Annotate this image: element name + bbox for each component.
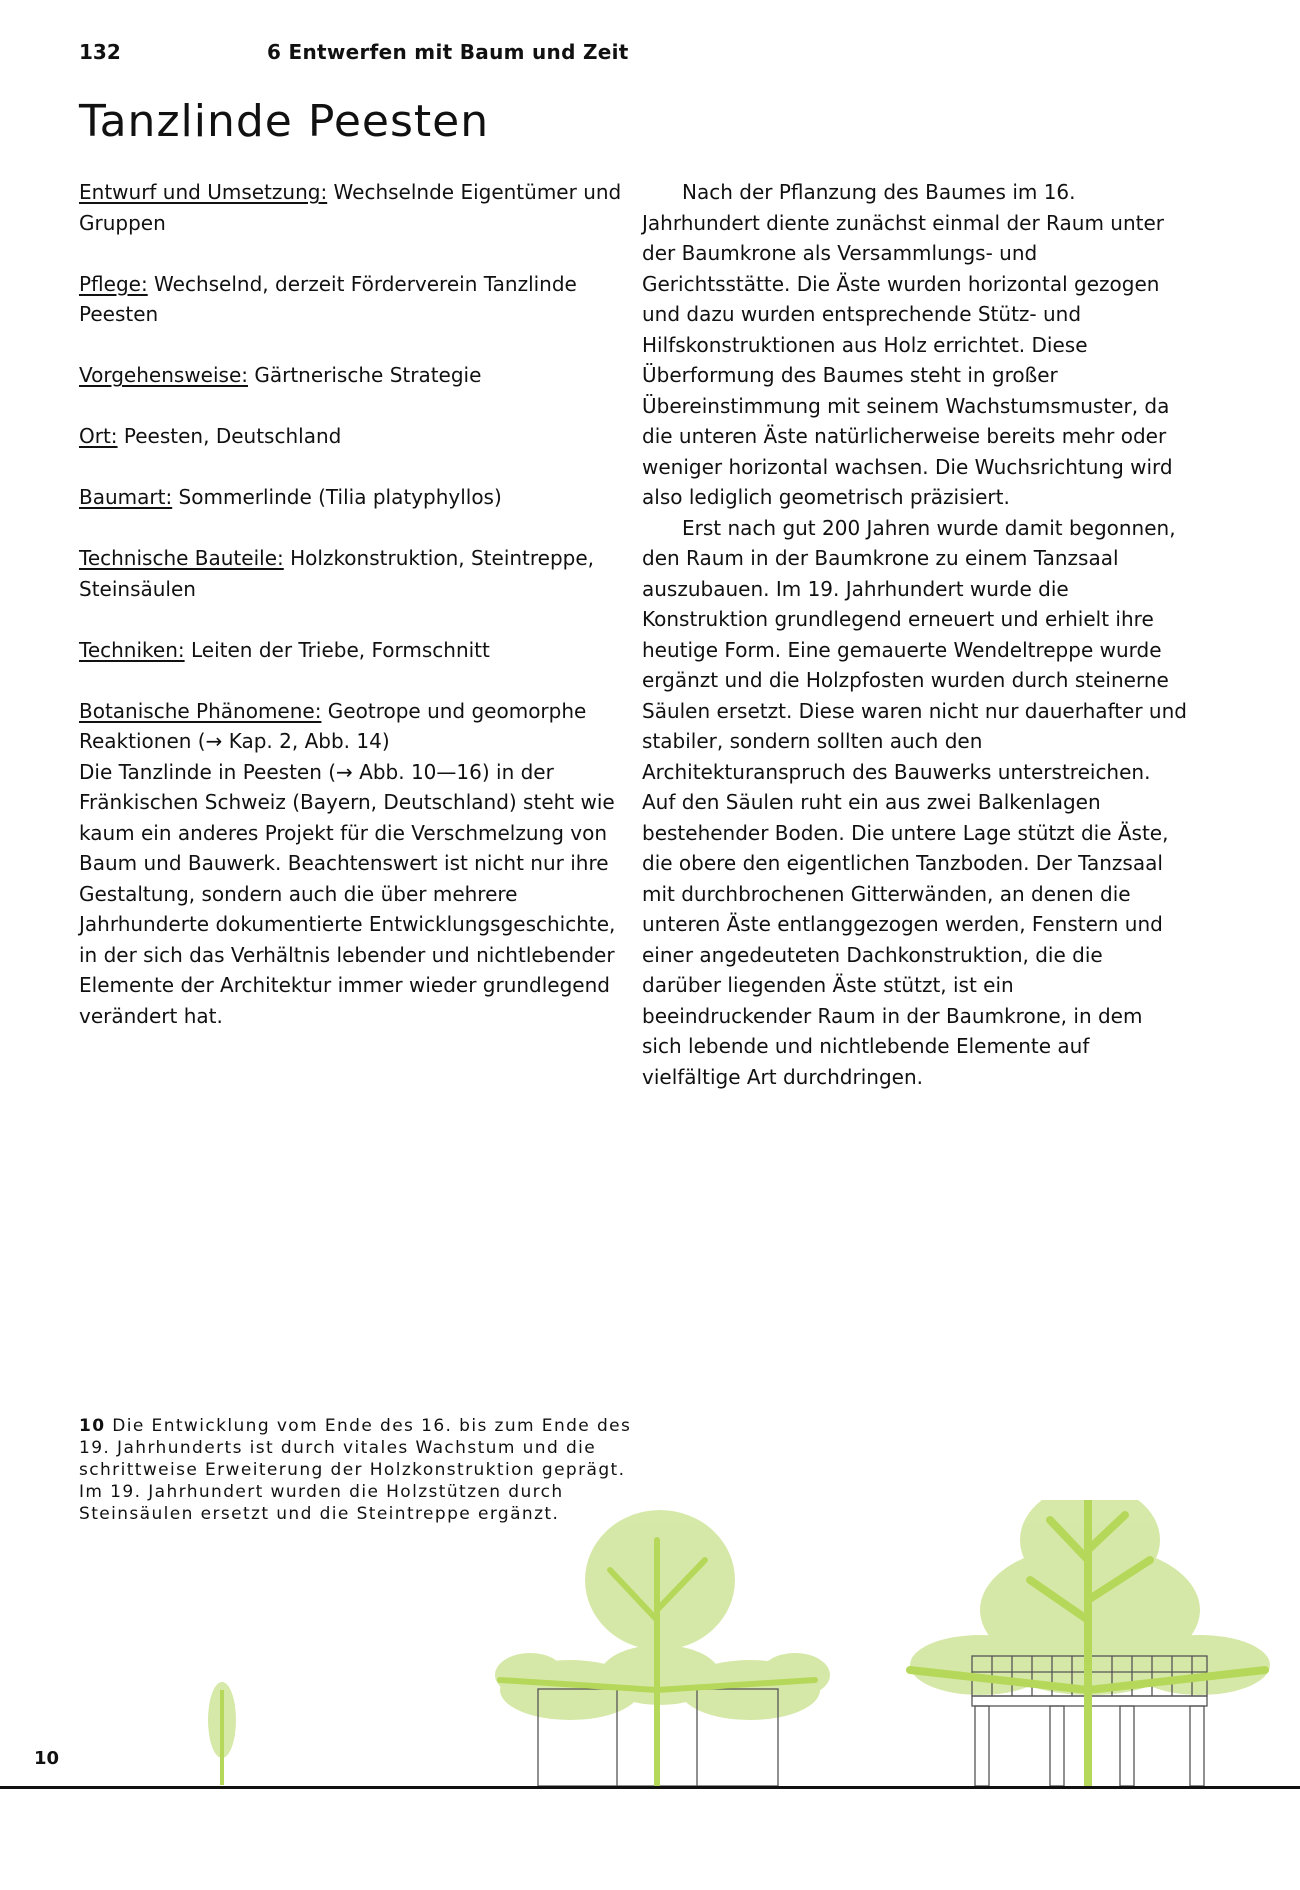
meta-components [79,543,624,604]
body-paragraph: Erst nach gut 200 Jahren wurde damit begonnen, den Raum in der Baumkrone zu einem Tanzsaal auszubauen. Im 19. Jahrhundert wurde die Konstruktion grundlegend erneuert und erhielt ihre heutige Form. Eine gemauerte Wendeltreppe wurde ergänzt und die Holzpfosten wurden durch steinerne Säulen ersetzt. Diese waren nicht nur dauerhafter und stabiler, sondern sollten auch den Architekturanspruch des Bauwerks unterstreichen. Auf den Säulen ruht ein aus zwei Balkenlagen bestehender Boden. Die untere Lage stützt die Äste, die obere den eigentlichen Tanzboden. Der Tanzsaal mit durchbrochenen Gitterwänden, an denen die unteren Äste entlanggezogen werden, Fenstern und einer angedeuteten Dachkonstruktion, die die darüber liegenden Äste stützt, ist ein beeindruckender Raum in der Baumkrone, in dem sich lebende und nichtlebende Elemente auf vielfältige Art durchdringen. [642,515,1187,1089]
tree-stage-stone [910,1500,1270,1786]
page-number: 132 [79,40,121,64]
meta-label: Techniken: [79,637,185,662]
intro-paragraph: Die Tanzlinde in Peesten (→ Abb. 10—16) in der Fränkischen Schweiz (Bayern, Deutschland) steht wie kaum ein anderes Projekt für die Verschmelzung von Baum und Bauwerk. Beachtenswert ist nicht nur ihre Gestaltung, sondern auch die über mehrere Jahrhunderte dokumentierte Entwicklungsgeschichte, in der sich das Verhältnis lebender und nichtlebender Elemente der Architektur immer wieder grundlegend verändert hat. [79,759,616,1028]
meta-value: Wechselnd, derzeit Förderverein Tanzlinde Peesten [79,271,577,326]
tree-stage-wood [495,1510,830,1786]
meta-value: Geotrope und geomorphe Reaktionen (→ Kap. 2, Abb. 14) [79,698,587,753]
caption-number: 10 [79,1416,106,1436]
page-title: Tanzlinde Peesten [79,96,490,147]
sapling-stage [208,1682,236,1785]
meta-value: Gärtnerische Strategie [248,363,482,387]
meta-label: Vorgehensweise: [79,363,248,387]
meta-species [79,482,624,513]
left-column [79,177,624,1031]
meta-value: Wechselnde Eigentümer und Gruppen [79,180,622,235]
body-paragraph: Nach der Pflanzung des Baumes im 16. Jahrhundert diente zunächst einmal der Raum unter der Baumkrone als Versammlungs- und Gerichtsstätte. Die Äste wurden horizontal gezogen und dazu wurden entsprechende Stütz- und Hilfskonstruktionen aus Holz errichtet. Diese Überformung des Baumes steht in großer Übereinstimmung mit seinem Wachstumsmuster, da die unteren Äste natürlicherweise bereits mehr oder weniger horizontal wachsen. Die Wuchsrichtung wird also lediglich geometrisch präzisiert. [642,180,1173,509]
meta-label: Botanische Phänomene: [79,698,322,723]
right-column [642,177,1187,1092]
meta-location [79,421,624,452]
tree-illustration [0,1500,1300,1790]
meta-label: Ort: [79,424,118,448]
meta-label: Pflege: [79,271,148,296]
meta-label: Baumart: [79,485,173,509]
meta-design [79,177,624,238]
meta-value: Holzkonstruktion, Steintreppe, Steinsäulen [79,546,595,601]
meta-value: Leiten der Triebe, Formschnitt [184,637,490,662]
chapter-heading: 6 Entwerfen mit Baum und Zeit [267,40,629,64]
meta-label: Technische Bauteile: [79,546,284,570]
meta-value: Sommerlinde (Tilia platyphyllos) [172,485,502,509]
meta-phenomena [79,696,624,757]
meta-techniques [79,635,624,666]
meta-care [79,269,624,330]
ground-line [0,1786,1300,1789]
meta-approach [79,360,624,391]
figure-number: 10 [34,1748,60,1769]
meta-value: Peesten, Deutschland [117,424,342,448]
meta-label: Entwurf und Umsetzung: [79,180,328,204]
caption-text: Die Entwicklung vom Ende des 16. bis zum Ende des 19. Jahrhunderts ist durch vitales Wachstum und die schrittweise Erweiterung der Holzkonstruktion geprägt. Im 19. Jahrhundert wurden die Holzstützen durch Steinsäulen ersetzt und die Steintreppe ergänzt. [79,1416,632,1524]
